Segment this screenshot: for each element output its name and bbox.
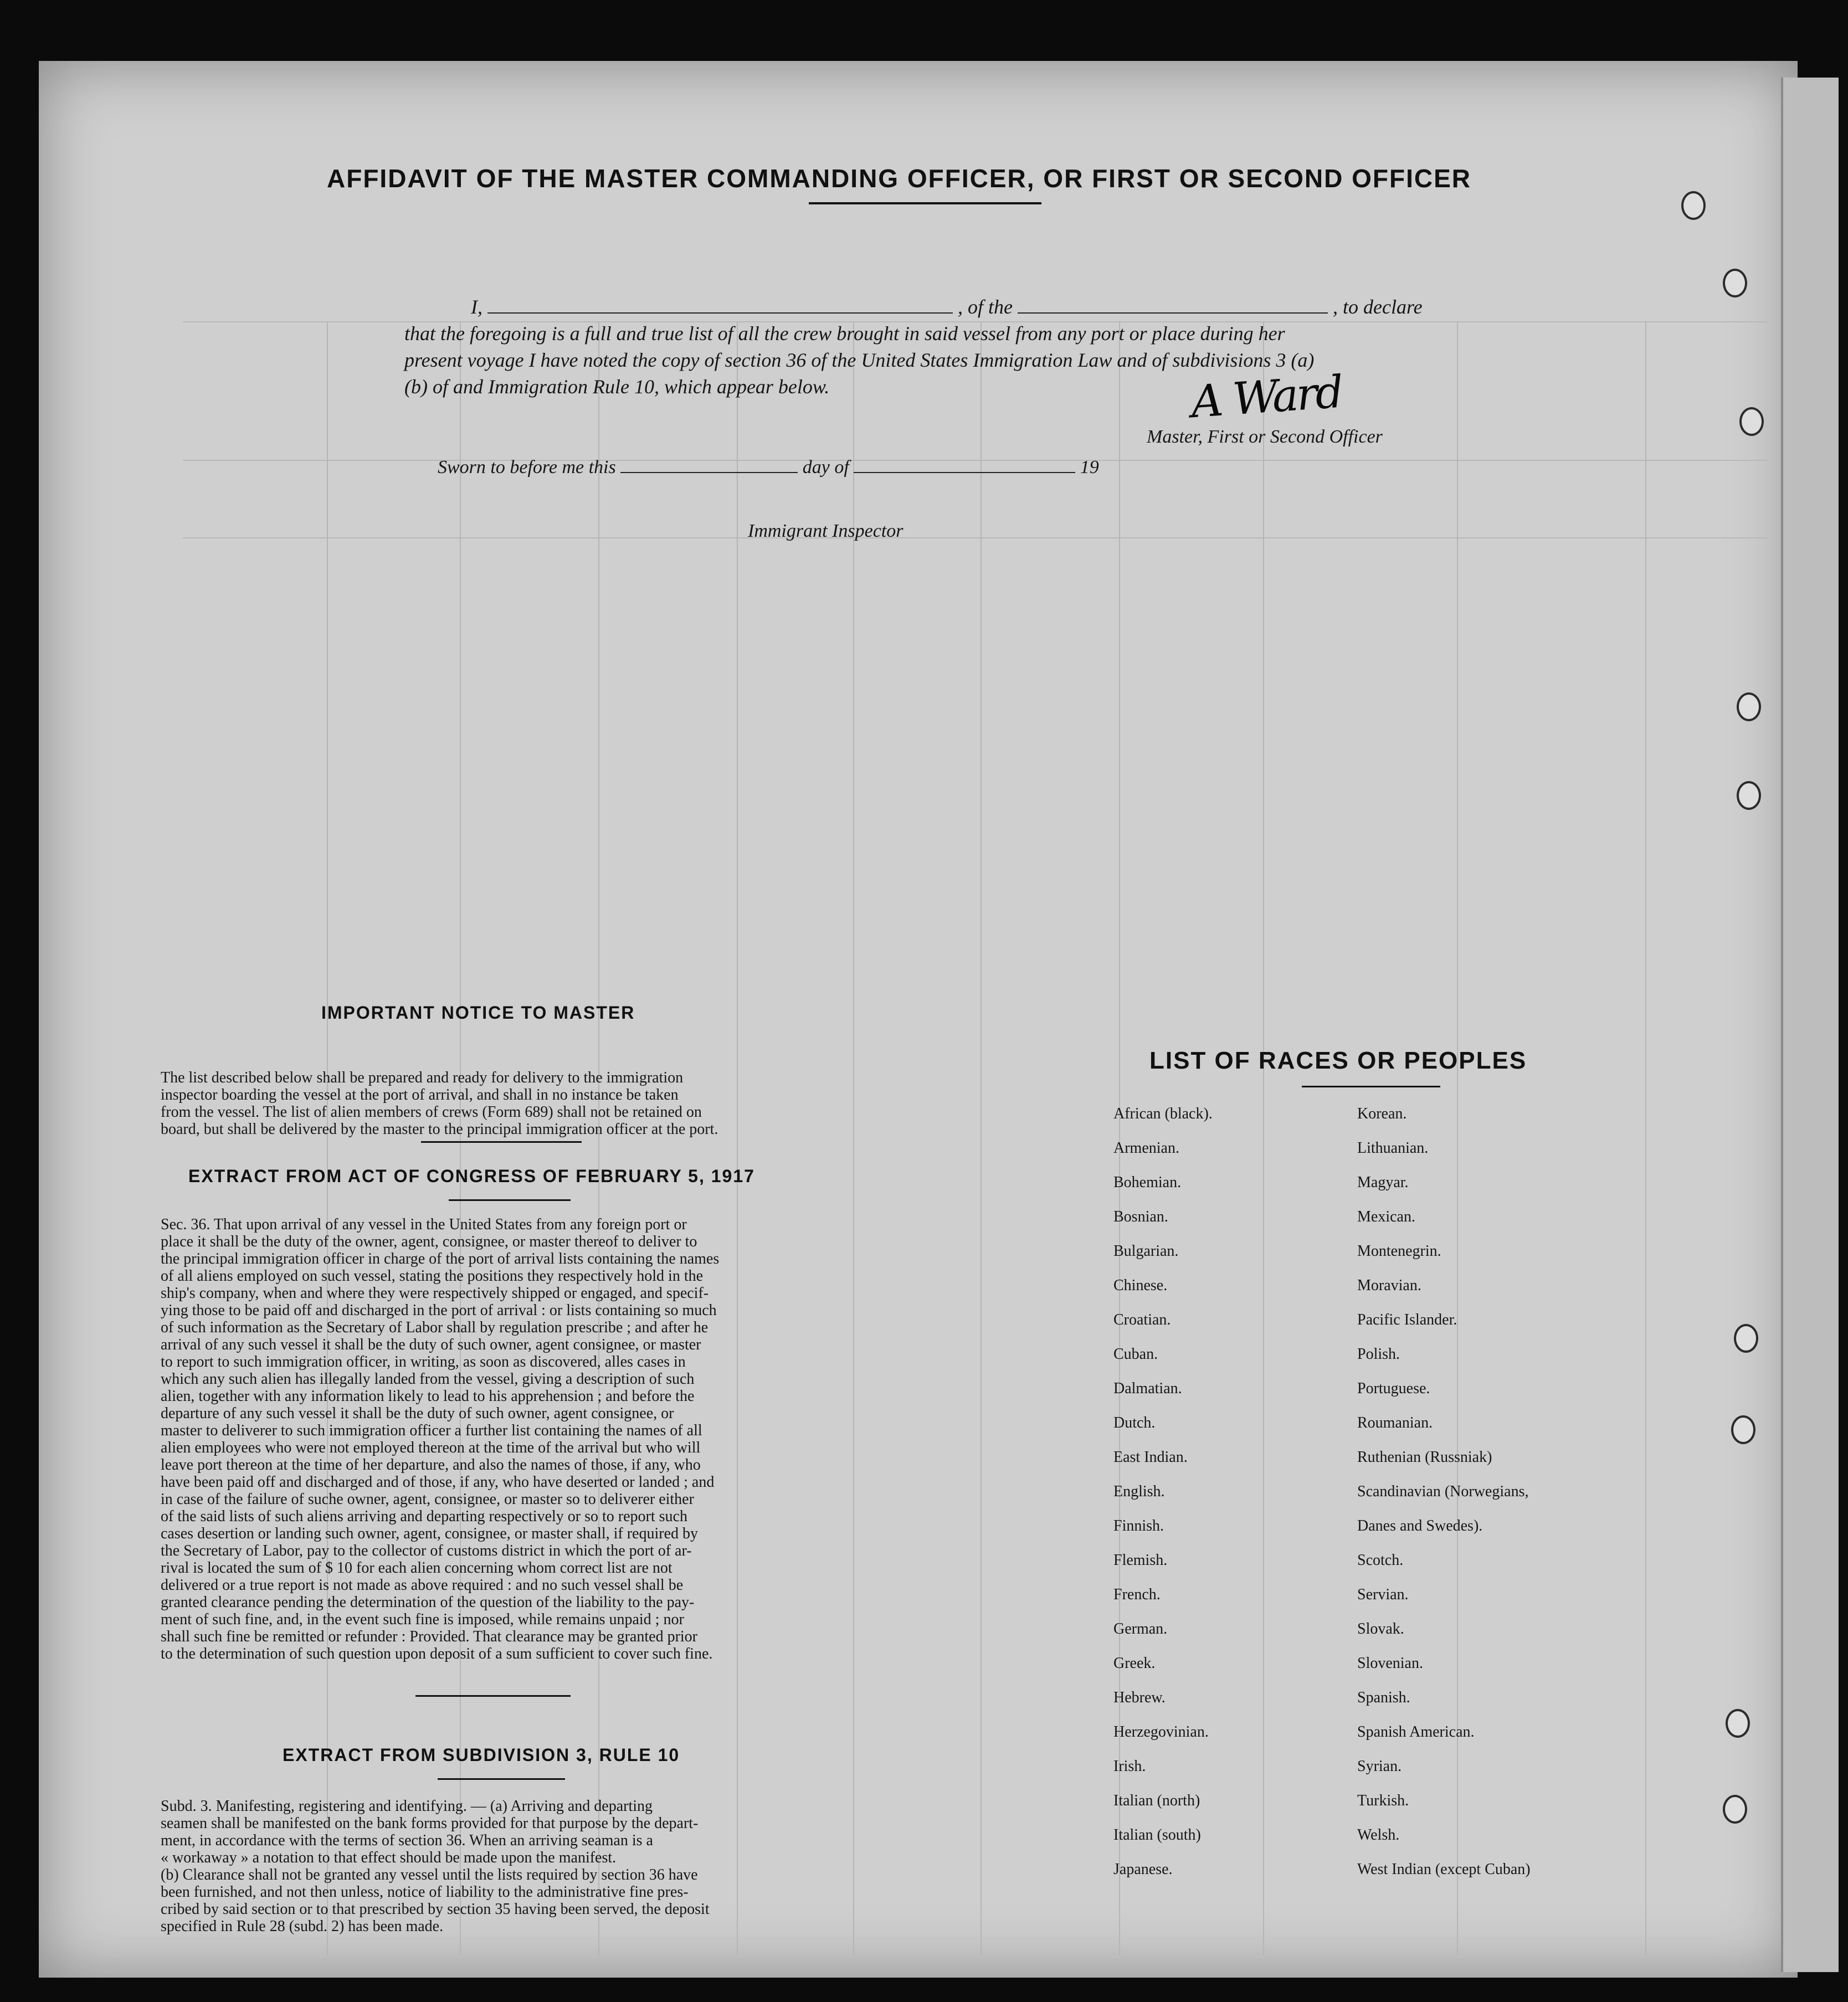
act-title: EXTRACT FROM ACT OF CONGRESS OF FEBRUARY 5, 1917: [188, 1166, 755, 1186]
affidavit-title: AFFIDAVIT OF THE MASTER COMMANDING OFFICER, OR FIRST OR SECOND OFFICER: [327, 164, 1471, 193]
race-item: Turkish.: [1357, 1792, 1409, 1809]
act-line: in case of the failure of suche owner, agent, consignee, or master so to deliverer either: [161, 1491, 694, 1508]
binder-hole: [1681, 191, 1706, 220]
binder-hole: [1726, 1709, 1750, 1738]
affidavit-line: that the foregoing is a full and true list of all the crew brought in said vessel from any port or place during her: [404, 322, 1285, 345]
affidavit-i: I,: [471, 296, 482, 318]
act-line: leave port thereon at the time of her departure, and also the names of those, if any, who: [161, 1456, 701, 1474]
race-item: Slovak.: [1357, 1620, 1404, 1637]
race-item: Bosnian.: [1113, 1208, 1168, 1225]
ghost-line: [853, 321, 854, 1955]
rule10-line: seamen shall be manifested on the bank forms provided for that purpose by the depart-: [161, 1815, 699, 1832]
binder-hole: [1737, 781, 1761, 810]
document-page: [39, 61, 1798, 1978]
race-item: Irish.: [1113, 1758, 1146, 1775]
race-item: Bulgarian.: [1113, 1243, 1179, 1260]
section-rule: [415, 1695, 571, 1697]
act-line: ship's company, when and where they were respectively shipped or engaged, and specif-: [161, 1285, 709, 1302]
race-item: Spanish.: [1357, 1689, 1410, 1706]
race-item: Moravian.: [1357, 1277, 1421, 1294]
underlying-page-edge: [1781, 78, 1839, 1972]
binder-hole: [1723, 1795, 1747, 1824]
binder-hole: [1723, 269, 1747, 297]
race-item: Spanish American.: [1357, 1723, 1475, 1741]
race-item: Lithuanian.: [1357, 1139, 1429, 1157]
race-item: Dalmatian.: [1113, 1380, 1182, 1397]
act-line: granted clearance pending the determination of the question of the liability to the pay-: [161, 1594, 695, 1611]
rule10-line: ment, in accordance with the terms of section 36. When an arriving seaman is a: [161, 1832, 653, 1849]
sworn-line: [438, 457, 1099, 478]
race-item: Korean.: [1357, 1105, 1407, 1122]
race-item: Polish.: [1357, 1346, 1400, 1363]
sworn-text: Sworn to before me this: [438, 457, 616, 478]
ghost-line: [981, 321, 982, 1955]
act-line: of the said lists of such aliens arriving and departing respectively or so to report such: [161, 1508, 687, 1525]
race-item: Mexican.: [1357, 1208, 1415, 1225]
act-line: arrival of any such vessel it shall be the duty of such owner, agent consignee, or master: [161, 1336, 701, 1353]
race-item: African (black).: [1113, 1105, 1213, 1122]
rule10-text: [161, 1798, 875, 1935]
race-item: Italian (north): [1113, 1792, 1200, 1809]
act-line: master to deliverer to such immigration officer a further list containing the names of all: [161, 1422, 702, 1439]
race-item: Ruthenian (Russniak): [1357, 1449, 1492, 1466]
act-line: alien employees who were not employed thereon at the time of the arrival but who will: [161, 1439, 701, 1456]
notice-line: board, but shall be delivered by the master to the principal immigration officer at the port.: [161, 1121, 718, 1138]
act-text: [161, 1216, 875, 1662]
race-item: Italian (south): [1113, 1826, 1201, 1844]
rule10-line: « workaway » a notation to that effect should be made upon the manifest.: [161, 1849, 617, 1866]
act-line: to report to such immigration officer, in writing, as soon as discovered, alles cases in: [161, 1353, 686, 1370]
ghost-line: [1645, 321, 1646, 1955]
act-line: which any such alien has illegally landed from the vessel, giving a description of such: [161, 1370, 695, 1388]
race-item: Pacific Islander.: [1357, 1311, 1457, 1328]
sworn-day-blank[interactable]: [620, 472, 798, 473]
rule10-title: EXTRACT FROM SUBDIVISION 3, RULE 10: [283, 1745, 680, 1765]
act-line: Sec. 36. That upon arrival of any vessel in the United States from any foreign port or: [161, 1216, 687, 1233]
act-line: cases desertion or landing such owner, agent, consignee, or master shall, if required by: [161, 1525, 699, 1542]
act-line: have been paid off and discharged and of those, if any, who have deserted or landed ; and: [161, 1474, 715, 1491]
ghost-line: [183, 537, 1767, 538]
year-prefix: 19: [1080, 457, 1099, 478]
race-item: Danes and Swedes).: [1357, 1517, 1483, 1534]
race-item: Cuban.: [1113, 1346, 1158, 1363]
race-item: Scotch.: [1357, 1552, 1404, 1569]
binder-hole: [1731, 1415, 1755, 1444]
act-line: ying those to be paid off and discharged in the port of arrival : or lists containing so much: [161, 1302, 717, 1319]
act-line: the principal immigration officer in charge of the port of arrival lists containing the names: [161, 1250, 720, 1267]
ghost-line: [327, 321, 328, 1955]
race-item: Armenian.: [1113, 1139, 1179, 1157]
ghost-line: [737, 321, 738, 1955]
race-item: Montenegrin.: [1357, 1243, 1441, 1260]
notice-text: [161, 1069, 875, 1138]
affidavit-of-the: , of the: [958, 296, 1013, 318]
rule10-line: Subd. 3. Manifesting, registering and identifying. — (a) Arriving and departing: [161, 1798, 653, 1815]
binder-hole: [1737, 692, 1761, 721]
race-item: Flemish.: [1113, 1552, 1168, 1569]
act-line: of all aliens employed on such vessel, stating the positions they respectively hold in the: [161, 1267, 704, 1285]
act-line: ment of such fine, and, in the event such fine is imposed, while remains unpaid ; nor: [161, 1611, 684, 1628]
race-item: Finnish.: [1113, 1517, 1164, 1534]
act-line: the Secretary of Labor, pay to the collector of customs district in which the port of ar-: [161, 1542, 692, 1559]
race-item: Japanese.: [1113, 1861, 1173, 1878]
affidavit-line: present voyage I have noted the copy of section 36 of the United States Immigration Law and of subdivisions 3 (a): [404, 349, 1315, 371]
races-left-column: [1113, 1097, 1213, 1887]
race-item: English.: [1113, 1483, 1165, 1500]
race-item: Bohemian.: [1113, 1174, 1182, 1191]
name-blank[interactable]: [487, 312, 953, 314]
race-item: West Indian (except Cuban): [1357, 1861, 1531, 1878]
notice-title: IMPORTANT NOTICE TO MASTER: [321, 1003, 635, 1023]
rule10-line: cribed by said section or to that prescribed by section 35 having been served, the deposit: [161, 1901, 710, 1918]
master-signature: A Ward: [1189, 366, 1343, 428]
section-rule: [449, 1199, 571, 1201]
race-item: Roumanian.: [1357, 1414, 1433, 1431]
ghost-line: [460, 321, 461, 1955]
act-line: departure of any such vessel it shall be the duty of such owner, agent consignee, or: [161, 1405, 674, 1422]
races-rule: [1302, 1086, 1440, 1087]
notice-line: The list described below shall be prepared and ready for delivery to the immigration: [161, 1069, 684, 1086]
race-item: Welsh.: [1357, 1826, 1400, 1844]
ghost-line: [598, 321, 599, 1955]
act-line: of such information as the Secretary of Labor shall by regulation prescribe ; and after he: [161, 1319, 709, 1336]
signature-label: Master, First or Second Officer: [1147, 427, 1383, 447]
act-line: place it shall be the duty of the owner, agent, consignee, or master thereof to deliver to: [161, 1233, 697, 1250]
affidavit-declare: , to declare: [1332, 296, 1423, 318]
race-item: French.: [1113, 1586, 1161, 1603]
section-rule: [421, 1141, 582, 1143]
race-item: Magyar.: [1357, 1174, 1409, 1191]
race-item: Slovenian.: [1357, 1655, 1423, 1672]
inspector-label: Immigrant Inspector: [748, 521, 904, 541]
race-item: Chinese.: [1113, 1277, 1168, 1294]
act-line: rival is located the sum of $ 10 for each alien concerning whom correct list are not: [161, 1559, 673, 1577]
act-line: to the determination of such question upon deposit of a sum sufficient to cover such fine.: [161, 1645, 713, 1662]
rule10-line: been furnished, and not then unless, notice of liability to the administrative fine pres-: [161, 1883, 689, 1901]
race-item: Greek.: [1113, 1655, 1156, 1672]
title-rule: [809, 202, 1041, 204]
race-item: Herzegovinian.: [1113, 1723, 1209, 1741]
act-line: delivered or a true report is not made as above required : and no such vessel shall be: [161, 1577, 684, 1594]
race-item: Syrian.: [1357, 1758, 1402, 1775]
race-item: Scandinavian (Norwegians,: [1357, 1483, 1529, 1500]
race-item: Croatian.: [1113, 1311, 1171, 1328]
affidavit-line: (b) of and Immigration Rule 10, which appear below.: [404, 376, 830, 398]
vessel-blank[interactable]: [1018, 312, 1328, 314]
race-item: East Indian.: [1113, 1449, 1188, 1466]
day-of-text: day of: [802, 457, 849, 478]
act-line: alien, together with any information likely to lead to his apprehension ; and before the: [161, 1388, 695, 1405]
race-item: Hebrew.: [1113, 1689, 1166, 1706]
race-item: Servian.: [1357, 1586, 1409, 1603]
rule10-line: (b) Clearance shall not be granted any vessel until the lists required by section 36 have: [161, 1866, 698, 1883]
binder-hole: [1739, 407, 1764, 436]
races-right-column: [1357, 1097, 1531, 1887]
binder-hole: [1734, 1324, 1758, 1353]
notice-line: inspector boarding the vessel at the port of arrival, and shall in no instance be taken: [161, 1086, 679, 1103]
races-title: LIST OF RACES OR PEOPLES: [1149, 1047, 1527, 1074]
act-line: shall such fine be remitted or refunder : Provided. That clearance may be granted prior: [161, 1628, 697, 1645]
rule10-line: specified in Rule 28 (subd. 2) has been made.: [161, 1918, 444, 1935]
notice-line: from the vessel. The list of alien members of crews (Form 689) shall not be retained on: [161, 1103, 702, 1121]
race-item: Portuguese.: [1357, 1380, 1430, 1397]
race-item: German.: [1113, 1620, 1168, 1637]
section-rule: [438, 1778, 565, 1780]
ghost-line: [1263, 321, 1264, 1955]
sworn-month-blank[interactable]: [854, 472, 1075, 473]
race-item: Dutch.: [1113, 1414, 1156, 1431]
